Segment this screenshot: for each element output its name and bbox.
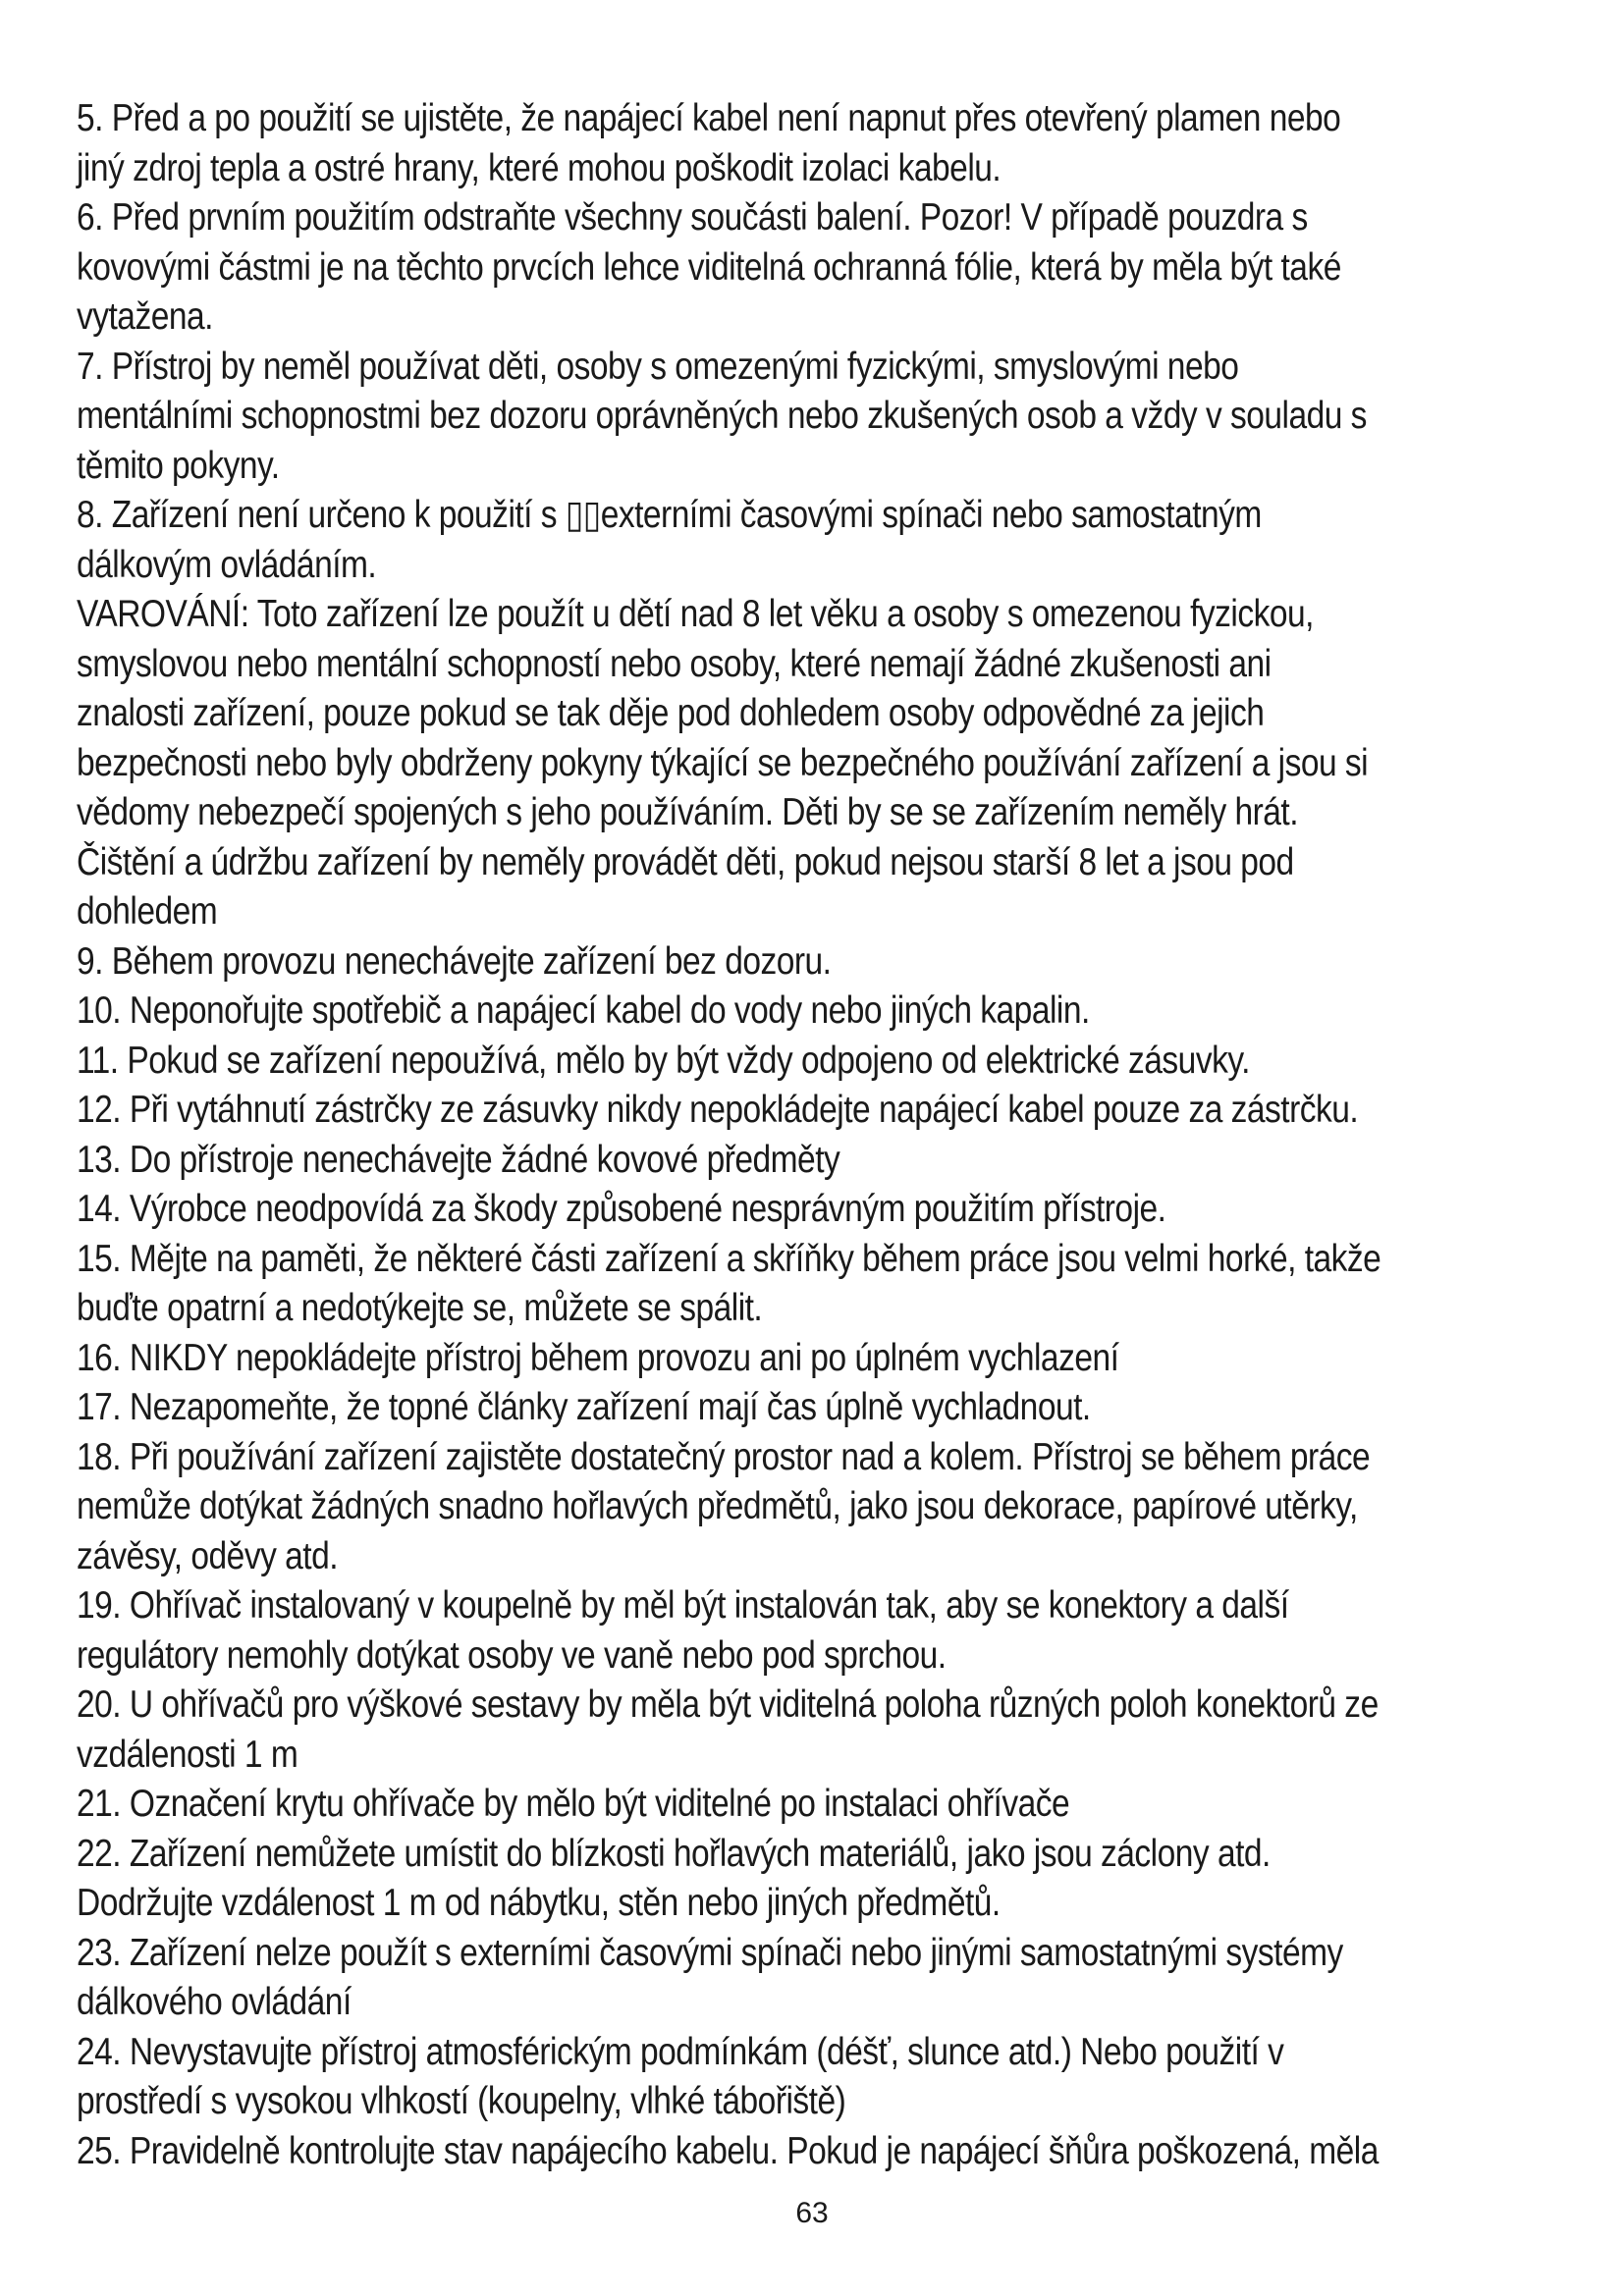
text-line: 21. Označení krytu ohřívače by mělo být viditelné po instalaci ohřívače — [77, 1783, 1070, 1825]
text-line: 9. Během provozu nenechávejte zařízení bez dozoru. — [77, 939, 832, 983]
text-line: 16. NIKDY nepokládejte přístroj během provozu ani po úplném vychlazení — [77, 1336, 1119, 1379]
text-line: 11. Pokud se zařízení nepoužívá, mělo by být vždy odpojeno od elektrické zásuvky. — [77, 1039, 1250, 1082]
text-line: 12. Při vytáhnutí zástrčky ze zásuvky nikdy nepokládejte napájecí kabel pouze za zástrčku. — [77, 1089, 1359, 1131]
text-line: smyslovou nebo mentální schopností nebo osoby, které nemají žádné zkušenosti ani — [77, 642, 1272, 685]
text-line: mentálními schopnostmi bez dozoru oprávněných nebo zkušených osob a vždy v souladu s — [77, 395, 1367, 437]
text-line: 13. Do přístroje nenechávejte žádné kovové předměty — [77, 1138, 840, 1181]
page-number: 63 — [795, 2197, 829, 2229]
text-line: Čištění a údržbu zařízení by neměly provádět děti, pokud nejsou starší 8 let a jsou pod — [77, 840, 1294, 883]
text-line: 18. Při používání zařízení zajistěte dostatečný prostor nad a kolem. Přístroj se během práce — [77, 1435, 1371, 1478]
text-line: bezpečnosti nebo byly obdrženy pokyny týkající se bezpečného používání zařízení a jsou si — [77, 741, 1369, 784]
text-line: jiný zdroj tepla a ostré hrany, které mohou poškodit izolaci kabelu. — [77, 146, 1001, 189]
text-line: 22. Zařízení nemůžete umístit do blízkosti hořlavých materiálů, jako jsou záclony atd. — [77, 1832, 1271, 1875]
text-line: 10. Neponořujte spotřebič a napájecí kabel do vody nebo jiných kapalin. — [77, 989, 1090, 1032]
text-line: dohledem — [77, 890, 218, 933]
text-line: 17. Nezapomeňte, že topné články zařízení mají čas úplně vychladnout. — [77, 1386, 1091, 1428]
text-line: 24. Nevystavujte přístroj atmosférickým podmínkám (déšť, slunce atd.) Nebo použití v — [77, 2030, 1284, 2073]
text-line: 20. U ohřívačů pro výškové sestavy by měla být viditelná poloha různých poloh konektorů ze — [77, 1683, 1379, 1726]
text-line: vědomy nebezpečí spojených s jeho používáním. Děti by se se zařízením neměly hrát. — [77, 791, 1299, 833]
text-line: těmito pokyny. — [77, 444, 280, 487]
text-line: regulátory nemohly dotýkat osoby ve vaně nebo pod sprchou. — [77, 1633, 947, 1677]
text-line: buďte opatrní a nedotýkejte se, můžete se spálit. — [77, 1287, 763, 1329]
text-line: vzdálenosti 1 m — [77, 1733, 298, 1776]
text-line: 6. Před prvním použitím odstraňte všechny součásti balení. Pozor! V případě pouzdra s — [77, 196, 1308, 239]
text-line: Dodržujte vzdálenost 1 m od nábytku, stěn nebo jiných předmětů. — [77, 1882, 1001, 1924]
text-line: nemůže dotýkat žádných snadno hořlavých předmětů, jako jsou dekorace, papírové utěrky, — [77, 1485, 1358, 1527]
text-line: znalosti zařízení, pouze pokud se tak děje pod dohledem osoby odpovědné za jejich — [77, 692, 1265, 734]
text-line: kovovými částmi je na těchto prvcích lehce viditelná ochranná fólie, která by měla být také — [77, 245, 1341, 289]
text-line: prostředí s vysokou vlhkostí (koupelny, vlhké tábořiště) — [77, 2080, 846, 2122]
text-line: 8. Zařízení není určeno k použití s ▯▯externími časovými spínači nebo samostatným — [77, 494, 1262, 536]
text-line: 19. Ohřívač instalovaný v koupelně by měl být instalován tak, aby se konektory a další — [77, 1584, 1289, 1627]
text-line: VAROVÁNÍ: Toto zařízení lze použít u dětí nad 8 let věku a osoby s omezenou fyzickou, — [77, 593, 1314, 635]
text-line: 7. Přístroj by neměl používat děti, osoby s omezenými fyzickými, smyslovými nebo — [77, 345, 1239, 388]
text-line: dálkovým ovládáním. — [77, 543, 377, 586]
text-line: 23. Zařízení nelze použít s externími časovými spínači nebo jinými samostatnými systémy — [77, 1931, 1343, 1974]
text-line: 14. Výrobce neodpovídá za škody způsobené nesprávným použitím přístroje. — [77, 1188, 1166, 1230]
text-line: závěsy, oděvy atd. — [77, 1534, 339, 1577]
text-line: vytažena. — [77, 295, 213, 338]
text-line: dálkového ovládání — [77, 1981, 352, 2023]
text-line: 5. Před a po použití se ujistěte, že napájecí kabel není napnut přes otevřený plamen nebo — [77, 97, 1341, 139]
text-line: 25. Pravidelně kontrolujte stav napájecího kabelu. Pokud je napájecí šňůra poškozená, měla — [77, 2129, 1379, 2172]
text-line: 15. Mějte na paměti, že některé části zařízení a skříňky během práce jsou velmi horké, takže — [77, 1237, 1381, 1280]
instruction-text-block — [77, 94, 1569, 2176]
